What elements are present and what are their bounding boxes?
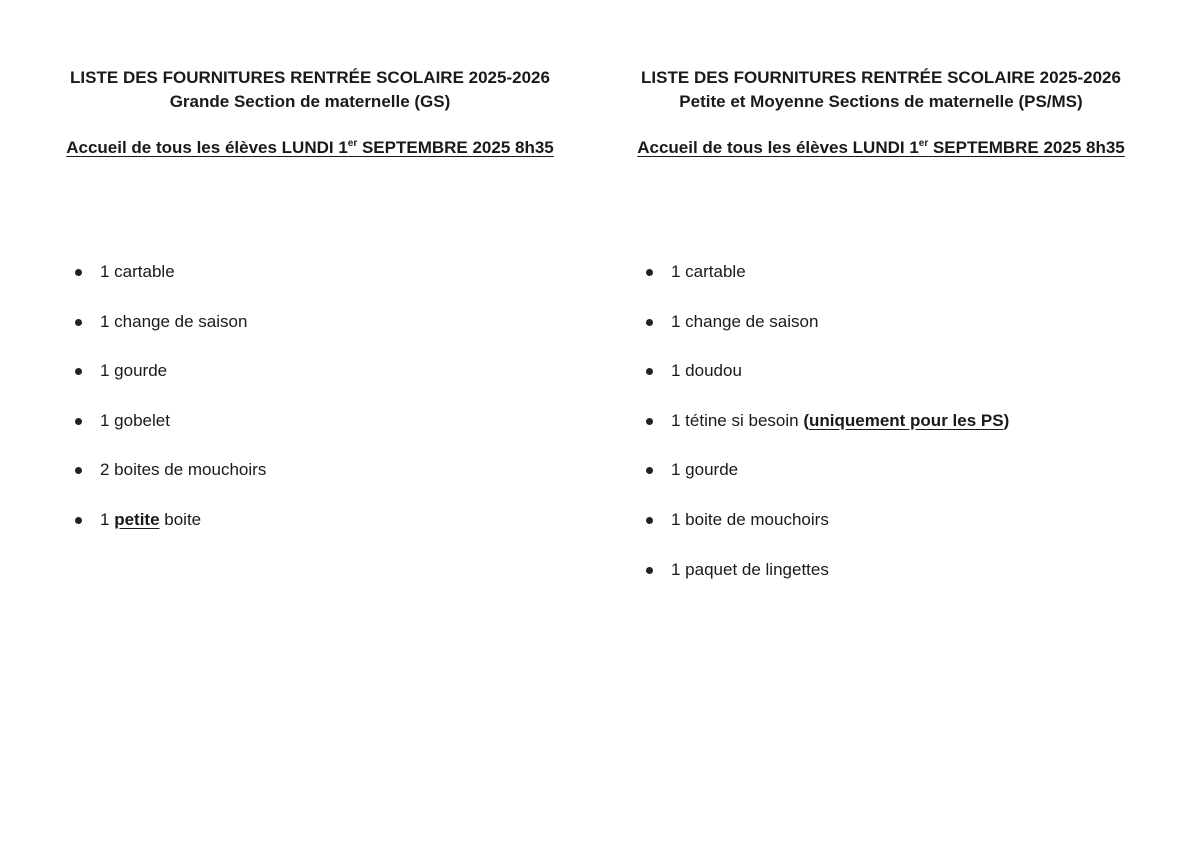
list-item	[30, 458, 266, 508]
list-subtitle: Grande Section de maternelle (GS)	[169, 92, 451, 111]
item-text: 1 cartable	[100, 262, 175, 281]
item-text: 1 tétine si besoin	[671, 410, 804, 430]
item-text: 1 change de saison	[671, 311, 819, 331]
list-item	[601, 359, 1009, 409]
welcome-text: Accueil de tous les élèves LUNDI 1	[66, 138, 348, 157]
bullet-icon	[646, 418, 653, 425]
item-text: 2 boites de mouchoirs	[100, 460, 267, 480]
bullet-icon	[646, 269, 653, 276]
bullet-icon	[75, 269, 82, 276]
item-text: 1 cartable	[671, 262, 746, 281]
bullet-icon	[75, 517, 82, 524]
bullet-icon	[646, 319, 653, 326]
item-text: 1 gourde	[671, 460, 739, 480]
bullet-icon	[75, 319, 82, 326]
item-text: 1 change de saison	[100, 311, 248, 331]
bullet-icon	[646, 368, 653, 375]
item-text: uniquement pour les PS	[808, 410, 1004, 430]
list-item	[30, 409, 266, 459]
ordinal-suffix: er	[918, 138, 929, 149]
supply-items	[30, 260, 266, 558]
bullet-icon	[646, 517, 653, 524]
item-text: boite	[159, 509, 202, 529]
welcome-text-end: SEPTEMBRE 2025 8h35	[357, 138, 554, 157]
item-text: 1 paquet de lingettes	[671, 559, 829, 579]
list-subtitle: Petite et Moyenne Sections de maternelle (PS/MS)	[679, 92, 1083, 111]
list-header	[30, 66, 590, 114]
list-header	[601, 66, 1161, 114]
welcome-date	[30, 138, 590, 158]
item-text: )	[1003, 410, 1010, 430]
list-item	[30, 508, 266, 558]
list-item	[601, 558, 1009, 608]
welcome-text: Accueil de tous les élèves LUNDI 1	[637, 138, 919, 157]
bullet-icon	[646, 467, 653, 474]
welcome-text-end: SEPTEMBRE 2025 8h35	[928, 138, 1125, 157]
list-item	[30, 359, 266, 409]
ordinal-suffix: er	[347, 138, 358, 149]
supply-items	[601, 260, 1009, 607]
bullet-icon	[646, 567, 653, 574]
list-item	[601, 508, 1009, 558]
list-item	[30, 310, 266, 360]
item-text: 1	[100, 509, 115, 529]
welcome-date	[601, 138, 1161, 158]
list-item	[30, 260, 266, 310]
list-item	[601, 458, 1009, 508]
item-text: 1 doudou	[671, 361, 742, 381]
list-item	[601, 409, 1009, 459]
list-title: LISTE DES FOURNITURES RENTRÉE SCOLAIRE 2025-2026	[641, 68, 1121, 87]
item-text: 1 boite de mouchoirs	[671, 509, 829, 529]
item-text: 1 gobelet	[100, 410, 170, 430]
list-item	[601, 310, 1009, 360]
list-item	[601, 260, 1009, 310]
bullet-icon	[75, 368, 82, 375]
bullet-icon	[75, 418, 82, 425]
item-text: petite	[114, 509, 160, 529]
item-text: 1 gourde	[100, 361, 168, 381]
item-text: (	[803, 410, 809, 430]
list-title: LISTE DES FOURNITURES RENTRÉE SCOLAIRE 2025-2026	[70, 68, 550, 87]
bullet-icon	[75, 467, 82, 474]
